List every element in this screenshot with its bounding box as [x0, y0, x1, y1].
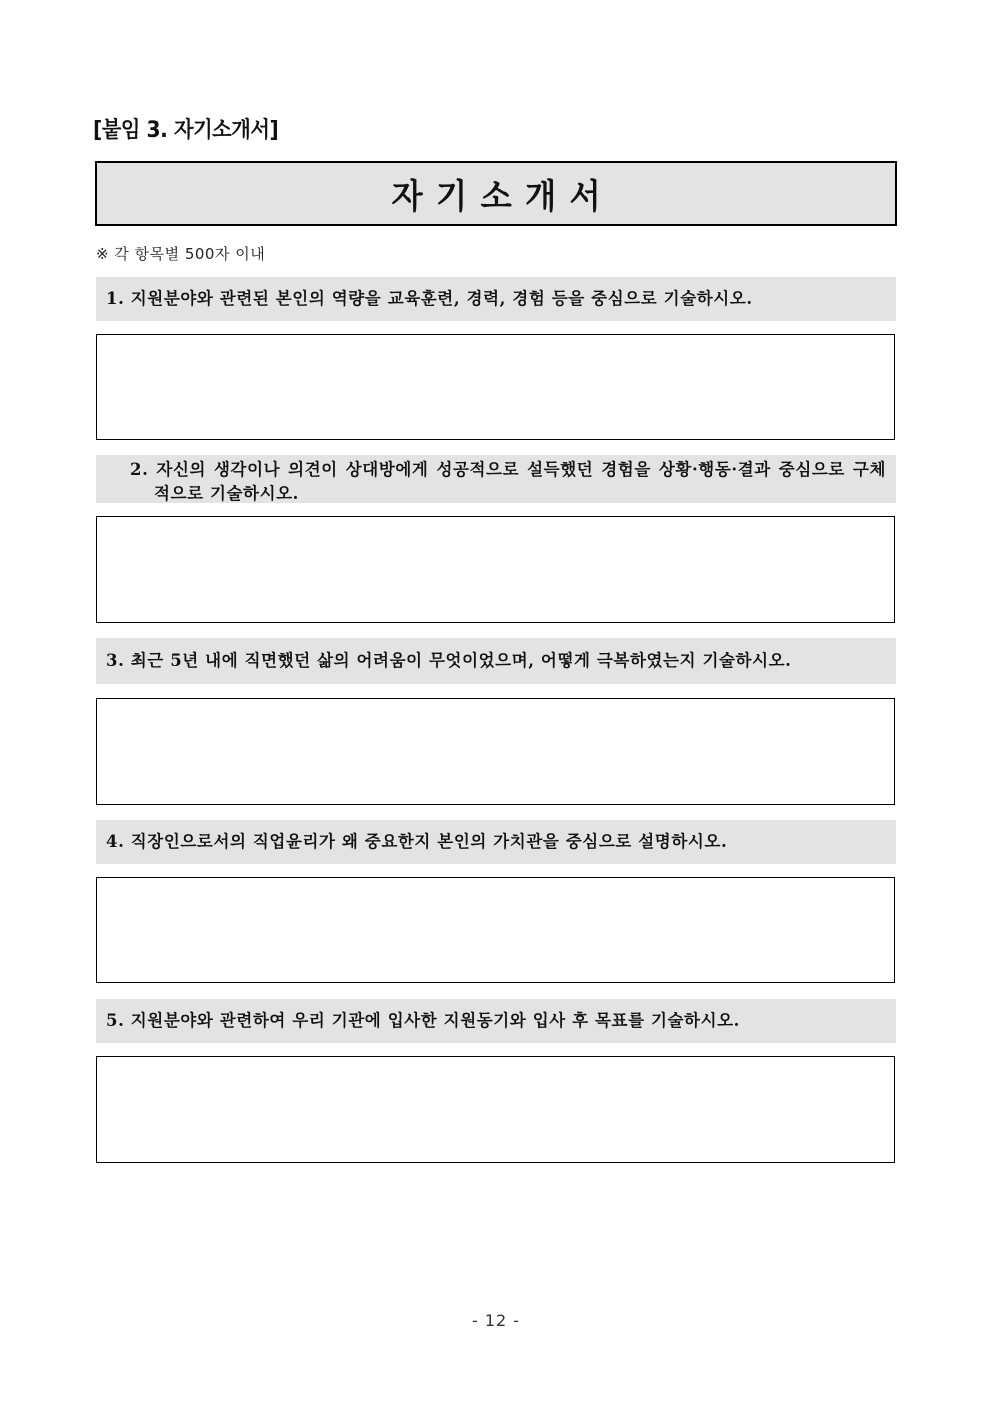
length-note: ※ 각 항목별 500자 이내 [96, 245, 266, 263]
answer-box-1[interactable] [96, 334, 895, 440]
question-4 [96, 820, 896, 864]
question-2-text: 2. 자신의 생각이나 의견이 상대방에게 성공적으로 설득했던 경험을 상황·행동·결과 중심으로 구체적으로 기술하시오. [130, 460, 887, 503]
title-box [95, 161, 897, 226]
answer-box-2[interactable] [96, 516, 895, 623]
page-title: 자기소개서 [391, 177, 614, 217]
answer-box-5[interactable] [96, 1056, 895, 1163]
question-2 [96, 455, 896, 503]
question-3-text: 3. 최근 5년 내에 직면했던 삶의 어려움이 무엇이었으며, 어떻게 극복하였는지 기술하시오. [106, 651, 792, 670]
attachment-label: [붙임 3. 자기소개서] [93, 118, 279, 143]
question-4-text: 4. 직장인으로서의 직업윤리가 왜 중요한지 본인의 가치관을 중심으로 설명하시오. [106, 832, 728, 851]
question-1-text: 1. 지원분야와 관련된 본인의 역량을 교육훈련, 경력, 경험 등을 중심으로 기술하시오. [106, 289, 753, 308]
answer-box-4[interactable] [96, 877, 895, 983]
page-number: - 12 - [471, 1311, 521, 1330]
question-5 [96, 999, 896, 1043]
question-5-text: 5. 지원분야와 관련하여 우리 기관에 입사한 지원동기와 입사 후 목표를 기술하시오. [106, 1011, 740, 1030]
question-3 [96, 638, 896, 684]
question-1 [96, 277, 896, 321]
answer-box-3[interactable] [96, 698, 895, 805]
